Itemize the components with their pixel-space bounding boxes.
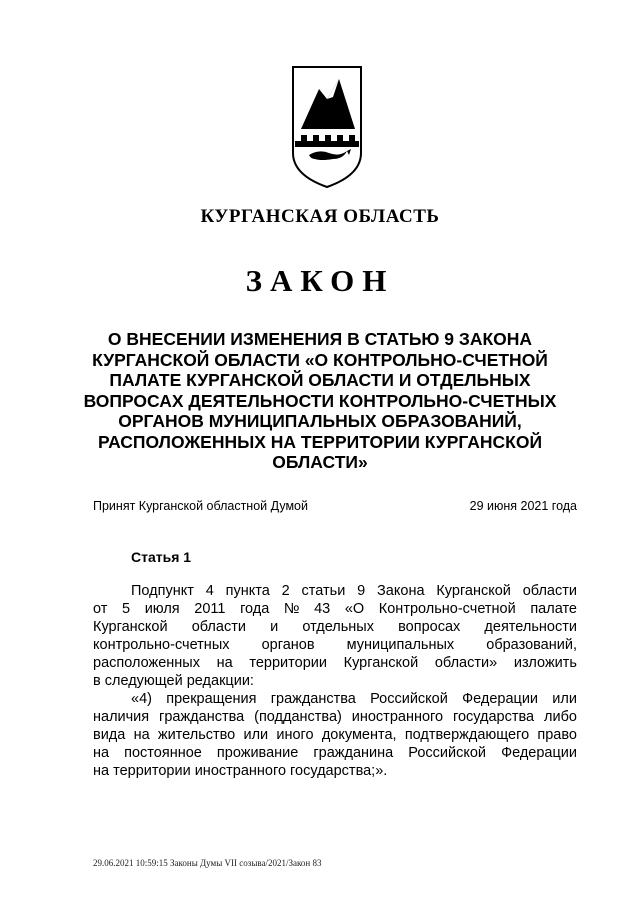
word: «4) bbox=[131, 691, 152, 707]
word: или bbox=[552, 691, 577, 707]
word: 4 bbox=[205, 583, 214, 599]
word: документа, bbox=[321, 727, 397, 743]
word: изложить bbox=[513, 655, 577, 671]
word: Подпункт bbox=[131, 583, 194, 599]
quoted-line bbox=[93, 708, 577, 726]
word: 43 bbox=[314, 601, 331, 617]
quoted-line: на территории иностранного государства;». bbox=[93, 763, 388, 779]
word: гражданина bbox=[313, 745, 394, 761]
word: на bbox=[133, 727, 150, 743]
word: расположенных bbox=[93, 655, 200, 671]
word: государства bbox=[452, 709, 535, 725]
word: на bbox=[93, 745, 110, 761]
word: гражданства bbox=[159, 709, 245, 725]
word: 5 bbox=[122, 601, 131, 617]
word: территории bbox=[249, 655, 327, 671]
word: вопросах bbox=[398, 619, 461, 635]
word: Курганской bbox=[93, 619, 168, 635]
word: право bbox=[537, 727, 577, 743]
word: образований, bbox=[486, 637, 577, 653]
quoted-line bbox=[93, 690, 577, 708]
footer-stamp: 29.06.2021 10:59:15 Законы Думы VII созыва/2021/Закон 83 bbox=[93, 858, 322, 868]
title-line: РАСПОЛОЖЕННЫХ НА ТЕРРИТОРИИ КУРГАНСКОЙ bbox=[97, 431, 543, 452]
adoption-info bbox=[93, 499, 577, 513]
title-line: ВОПРОСАХ ДЕЯТЕЛЬНОСТИ КОНТРОЛЬНО-СЧЕТНЫХ bbox=[83, 390, 557, 411]
coat-of-arms-emblem bbox=[289, 63, 365, 189]
word: № bbox=[283, 601, 300, 617]
word: постоянное bbox=[124, 745, 202, 761]
paragraph-line bbox=[93, 618, 577, 636]
word: пункта bbox=[225, 583, 270, 599]
word: иного bbox=[276, 727, 314, 743]
word: области bbox=[522, 583, 577, 599]
word: статьи bbox=[301, 583, 346, 599]
paragraph-line bbox=[93, 600, 577, 618]
document-type-heading: ЗАКОН bbox=[245, 263, 395, 298]
paragraph-line: в следующей редакции: bbox=[93, 673, 254, 689]
word: 9 bbox=[357, 583, 366, 599]
paragraph-line bbox=[93, 636, 577, 654]
title-line: ПАЛАТЕ КУРГАНСКОЙ ОБЛАСТИ И ОТДЕЛЬНЫХ bbox=[109, 370, 531, 390]
word: прекращения bbox=[166, 691, 257, 707]
quoted-line bbox=[93, 744, 577, 762]
adopted-by: Принят Курганской областной Думой bbox=[93, 499, 308, 513]
word: контрольно-счетных bbox=[93, 637, 230, 653]
word: либо bbox=[544, 709, 577, 725]
word: 2 bbox=[281, 583, 290, 599]
word: области bbox=[191, 619, 246, 635]
word: подтверждающего bbox=[404, 727, 530, 743]
region-name: КУРГАНСКАЯ ОБЛАСТЬ bbox=[200, 206, 440, 227]
word: гражданства bbox=[270, 691, 356, 707]
word: органов bbox=[261, 637, 315, 653]
word: Контрольно-счетной bbox=[378, 601, 516, 617]
word: области» bbox=[434, 655, 498, 671]
paragraph-line bbox=[93, 582, 577, 600]
word: вида bbox=[93, 727, 126, 743]
word: деятельности bbox=[484, 619, 577, 635]
word: отдельных bbox=[302, 619, 374, 635]
title-line: О ВНЕСЕНИИ ИЗМЕНЕНИЯ В СТАТЬЮ 9 ЗАКОНА bbox=[107, 329, 533, 349]
word: 2011 bbox=[194, 601, 226, 617]
word: на bbox=[216, 655, 233, 671]
word: Российской bbox=[370, 691, 448, 707]
word: Федерации bbox=[462, 691, 539, 707]
adoption-date: 29 июня 2021 года bbox=[469, 499, 577, 513]
word: Федерации bbox=[501, 745, 577, 761]
title-line: КУРГАНСКОЙ ОБЛАСТИ «О КОНТРОЛЬНО-СЧЕТНОЙ bbox=[92, 349, 548, 370]
word: и bbox=[270, 619, 279, 635]
law-title bbox=[80, 329, 560, 473]
paragraph-line bbox=[93, 654, 577, 672]
word: Закона bbox=[377, 583, 425, 599]
word: (подданства) bbox=[254, 709, 342, 725]
word: от bbox=[93, 601, 108, 617]
article-body bbox=[93, 582, 577, 780]
title-line: ОРГАНОВ МУНИЦИПАЛЬНЫХ ОБРАЗОВАНИЙ, bbox=[118, 411, 522, 431]
word: жительство bbox=[157, 727, 236, 743]
article-heading: Статья 1 bbox=[131, 549, 192, 565]
word: «О bbox=[344, 601, 365, 617]
word: Курганской bbox=[343, 655, 419, 671]
word: года bbox=[240, 601, 270, 617]
word: палате bbox=[530, 601, 577, 617]
word: Курганской bbox=[436, 583, 511, 599]
word: муниципальных bbox=[346, 637, 455, 653]
word: иностранного bbox=[351, 709, 444, 725]
word: наличия bbox=[93, 709, 150, 725]
word: проживание bbox=[216, 745, 299, 761]
title-line: ОБЛАСТИ» bbox=[272, 452, 368, 472]
word: или bbox=[243, 727, 269, 743]
quoted-line bbox=[93, 726, 577, 744]
word: июля bbox=[144, 601, 180, 617]
word: Российской bbox=[408, 745, 486, 761]
